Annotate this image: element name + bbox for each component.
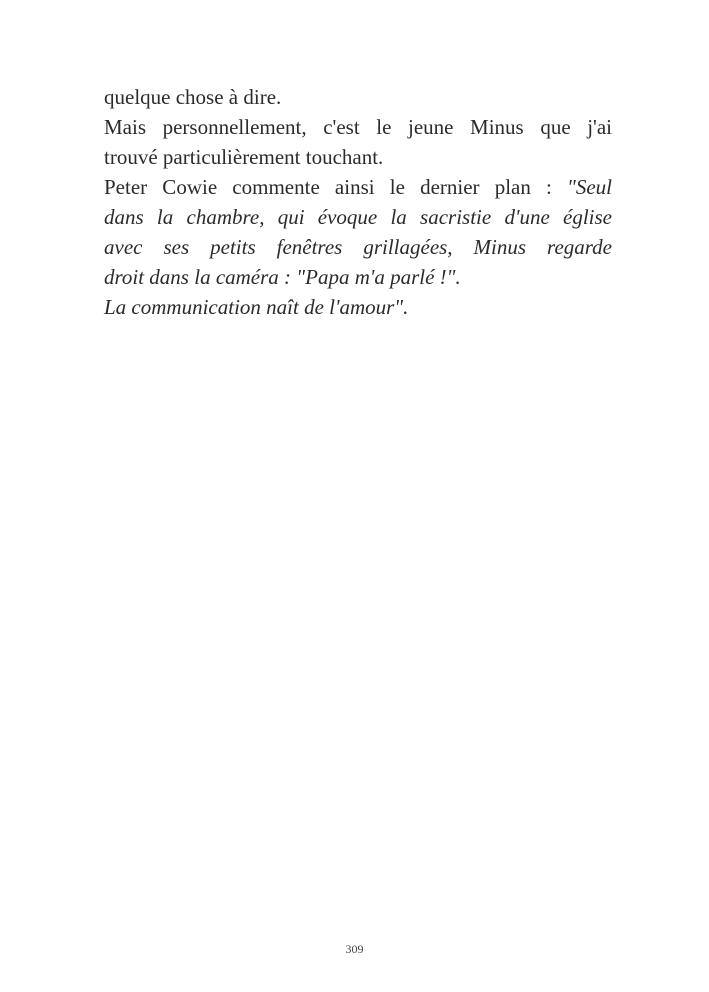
- paragraph-2: [104, 112, 612, 172]
- text-line-with-quote-start: [104, 172, 612, 202]
- quote-line: La communication naît de l'amour".: [104, 295, 409, 319]
- page-body: [104, 82, 612, 322]
- text-line: quelque chose à dire.: [104, 85, 282, 109]
- quote-line: avec ses petits fenêtres grillagées, Minus regarde: [104, 235, 612, 259]
- text-line: Mais personnellement, c'est le jeune Minus que j'ai: [104, 115, 612, 139]
- page-number: 309: [345, 942, 364, 956]
- intro-text: Peter Cowie commente ainsi le dernier plan :: [104, 175, 552, 199]
- paragraph-1: [104, 82, 612, 112]
- paragraph-3: [104, 172, 612, 322]
- text-line: trouvé particulièrement touchant.: [104, 145, 384, 169]
- quote-text: "Seul: [567, 175, 613, 199]
- quote-line: droit dans la caméra : "Papa m'a parlé !".: [104, 265, 461, 289]
- quote-line: dans la chambre, qui évoque la sacristie d'une église: [104, 205, 612, 229]
